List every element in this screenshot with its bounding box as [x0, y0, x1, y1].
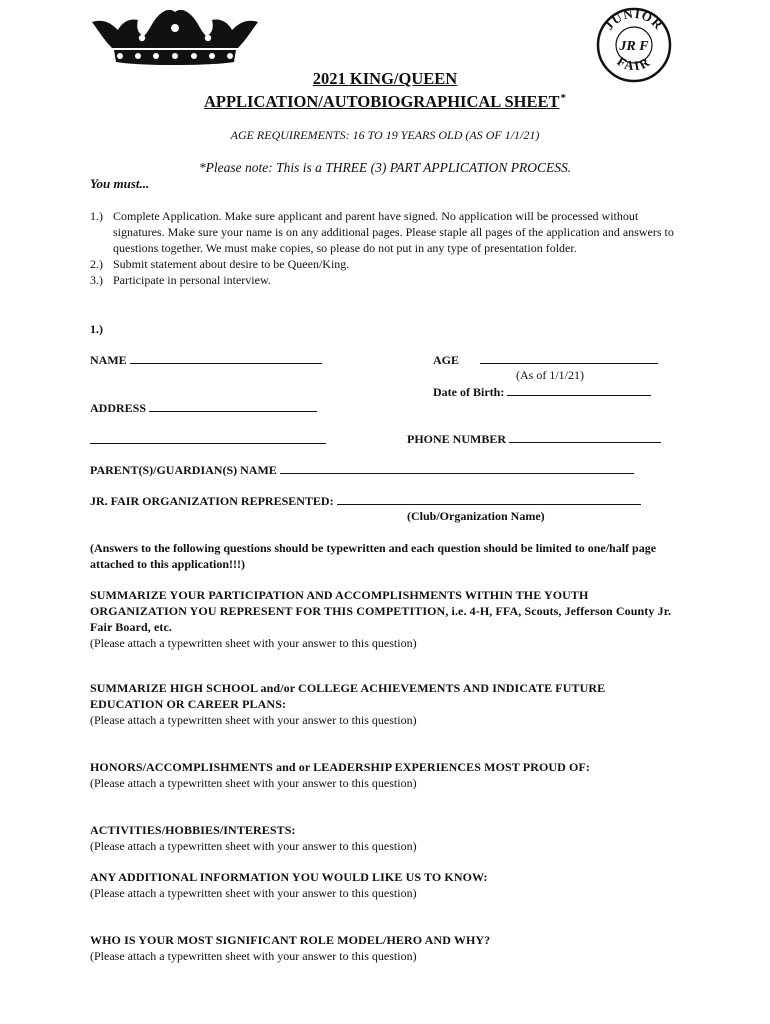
- age-input-line[interactable]: [480, 352, 658, 364]
- step-number: 3.): [90, 273, 103, 287]
- seal-center-text: JR F: [619, 39, 649, 54]
- page-title-line1: 2021 KING/QUEEN: [312, 69, 458, 88]
- phone-field: [407, 431, 661, 447]
- parent-label: PARENT(S)/GUARDIAN(S) NAME: [90, 463, 277, 477]
- parent-field: [90, 462, 634, 478]
- question-instruction: (Please attach a typewritten sheet with your answer to this question): [90, 636, 417, 650]
- title-asterisk: *: [560, 92, 567, 104]
- step-text: Complete Application. Make sure applicant and parent have signed. No application will be processed without signatures. Make sure your name is on any additional pages. Please staple all pages of the application and answers to questions together. We must make copies, so please do not put in any type of presentation folder.: [113, 209, 674, 255]
- question-block: [90, 932, 680, 964]
- name-field: [90, 352, 322, 368]
- dob-field: [433, 384, 651, 400]
- question-instruction: (Please attach a typewritten sheet with your answer to this question): [90, 776, 417, 790]
- answers-instructions: (Answers to the following questions should be typewritten and each question should be limited to one/half page attached to this application!!!): [90, 541, 657, 571]
- seal-top-text: JUNIOR: [601, 5, 667, 33]
- dob-label: Date of Birth:: [433, 385, 508, 399]
- step-number: 2.): [90, 257, 103, 271]
- name-label: NAME: [90, 353, 127, 367]
- age-as-of-note: (As of 1/1/21): [516, 368, 584, 382]
- question-heading: SUMMARIZE HIGH SCHOOL and/or COLLEGE ACHIEVEMENTS AND INDICATE FUTURE EDUCATION OR CAREER PLANS:: [90, 681, 606, 711]
- address-input-line-2[interactable]: [90, 432, 326, 444]
- address-input-line[interactable]: [149, 400, 317, 412]
- question-block: [90, 680, 680, 728]
- step-text: Participate in personal interview.: [113, 273, 271, 287]
- question-heading: WHO IS YOUR MOST SIGNIFICANT ROLE MODEL/HERO AND WHY?: [90, 933, 491, 947]
- age-requirements: AGE REQUIREMENTS: 16 TO 19 YEARS OLD (AS OF 1/1/21): [230, 128, 540, 142]
- parent-input-line[interactable]: [280, 462, 634, 474]
- address-line-2: [90, 431, 326, 449]
- address-label: ADDRESS: [90, 401, 147, 415]
- age-label: AGE: [433, 353, 460, 367]
- question-block: [90, 759, 680, 791]
- question-instruction: (Please attach a typewritten sheet with your answer to this question): [90, 949, 417, 963]
- question-heading: SUMMARIZE YOUR PARTICIPATION AND ACCOMPLISHMENTS WITHIN THE YOUTH ORGANIZATION YOU REPRESENT FOR THIS COMPETITION, i.e. 4-H, FFA, Scouts, Jefferson County Jr. Fair Board, etc.: [90, 588, 672, 634]
- name-input-line[interactable]: [130, 352, 322, 364]
- page-title-text: APPLICATION/AUTOBIOGRAPHICAL SHEET: [203, 92, 560, 111]
- question-instruction: (Please attach a typewritten sheet with your answer to this question): [90, 713, 417, 727]
- age-field: [433, 352, 658, 368]
- address-field: [90, 400, 317, 416]
- organization-sublabel: (Club/Organization Name): [407, 509, 545, 523]
- question-block: [90, 587, 680, 651]
- question-heading: ANY ADDITIONAL INFORMATION YOU WOULD LIKE US TO KNOW:: [90, 870, 488, 884]
- three-part-note: *Please note: This is a THREE (3) PART APPLICATION PROCESS.: [198, 160, 572, 175]
- step-text: Submit statement about desire to be Queen/King.: [113, 257, 350, 271]
- question-block: [90, 822, 680, 854]
- phone-label: PHONE NUMBER: [407, 432, 506, 446]
- steps-list: [90, 208, 680, 288]
- question-heading: HONORS/ACCOMPLISHMENTS and or LEADERSHIP EXPERIENCES MOST PROUD OF:: [90, 760, 590, 774]
- organization-label: JR. FAIR ORGANIZATION REPRESENTED:: [90, 494, 334, 508]
- seal-bottom-text: FAIR: [614, 53, 654, 74]
- step-item: [90, 272, 680, 288]
- phone-input-line[interactable]: [509, 431, 661, 443]
- dob-input-line[interactable]: [507, 384, 651, 396]
- you-must-label: You must...: [90, 176, 150, 191]
- crown-logo: [90, 8, 260, 66]
- question-heading: ACTIVITIES/HOBBIES/INTERESTS:: [90, 823, 296, 837]
- organization-input-line[interactable]: [337, 493, 641, 505]
- step-item: [90, 208, 680, 256]
- step-item: [90, 256, 680, 272]
- question-block: [90, 869, 680, 901]
- step-number: 1.): [90, 209, 103, 223]
- section-label: 1.): [90, 322, 103, 336]
- page-title-line2: [0, 92, 770, 112]
- organization-field: [90, 493, 641, 509]
- question-instruction: (Please attach a typewritten sheet with your answer to this question): [90, 886, 417, 900]
- question-instruction: (Please attach a typewritten sheet with your answer to this question): [90, 839, 417, 853]
